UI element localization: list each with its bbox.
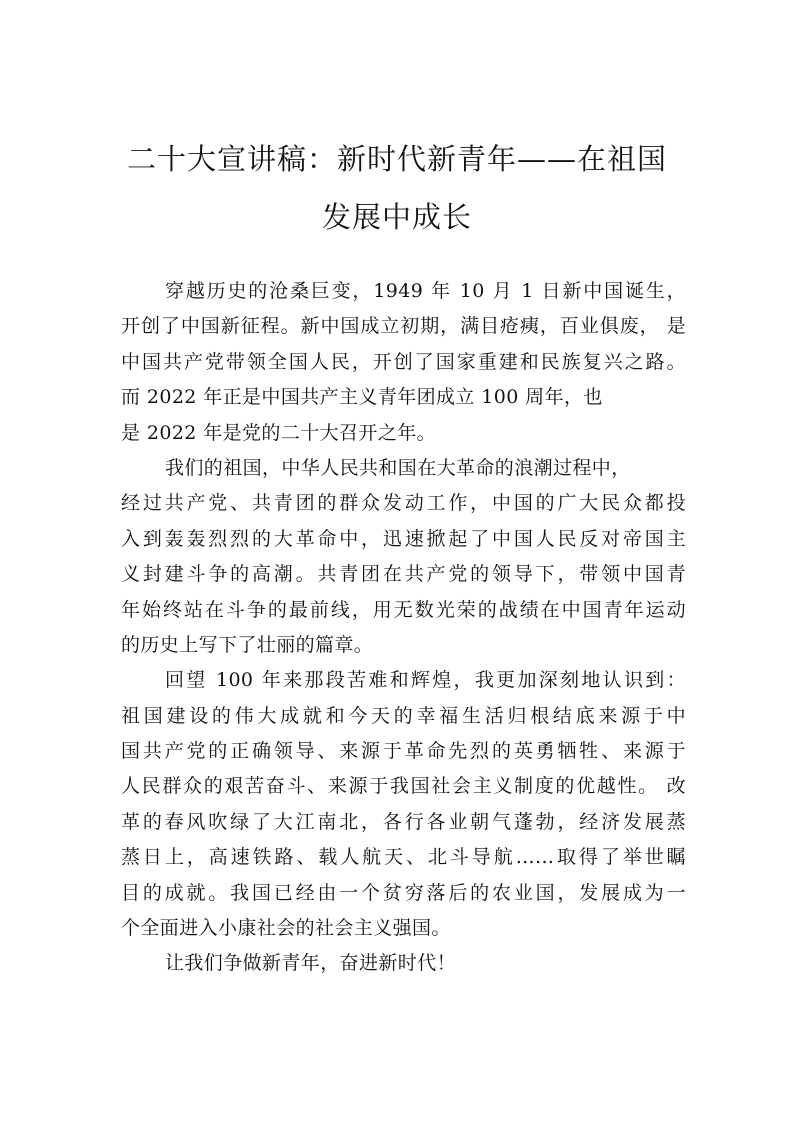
- paragraph: [121, 274, 686, 451]
- text-line: 人民群众的艰苦奋斗、来源于我国社会主义制度的优越性。 改: [121, 775, 686, 798]
- text-line: 蒸日上，高速铁路、载人航天、北斗导航……取得了举世瞩: [121, 846, 686, 869]
- text-line: 开创了中国新征程。新中国成立初期，满目疮痍，百业俱废， 是: [121, 315, 686, 338]
- text-line: 国共产党的正确领导、来源于革命先烈的英勇牺牲、来源于: [121, 740, 686, 763]
- text-line: 回望 100 年来那段苦难和辉煌，我更加深刻地认识到：: [165, 669, 686, 692]
- paragraph: [121, 451, 686, 663]
- text-line: 而 2022 年正是中国共产主义青年团成立 100 周年，也: [121, 386, 603, 409]
- text-line: 祖国建设的伟大成就和今天的幸福生活归根结底来源于中: [121, 704, 686, 727]
- document-body: [121, 274, 686, 982]
- text-line: 是 2022 年是党的二十大召开之年。: [121, 421, 437, 444]
- text-line: 目的成就。我国已经由一个贫穷落后的农业国，发展成为一: [121, 881, 686, 904]
- text-line: 中国共产党带领全国人民，开创了国家重建和民族复兴之路。: [121, 350, 686, 373]
- text-line: 革的春风吹绿了大江南北，各行各业朝气蓬勃，经济发展蒸: [121, 810, 686, 833]
- text-line: 年始终站在斗争的最前线，用无数光荣的战绩在中国青年运动: [121, 598, 686, 621]
- text-line: 义封建斗争的高潮。共青团在共产党的领导下，带领中国青: [121, 563, 686, 586]
- text-line: 个全面进入小康社会的社会主义强国。: [121, 917, 451, 940]
- paragraph: [121, 663, 686, 946]
- title-line: 二十大宣讲稿：新时代新青年——在祖国: [126, 142, 667, 176]
- text-line: 我们的祖国，中华人民共和国在大革命的浪潮过程中，: [165, 456, 631, 479]
- document-title: [100, 130, 694, 246]
- title-line: 发展中成长: [321, 200, 472, 234]
- text-line: 的历史上写下了壮丽的篇章。: [121, 633, 374, 656]
- text-line: 穿越历史的沧桑巨变，1949 年 10 月 1 日新中国诞生，: [165, 280, 686, 302]
- paragraph: [121, 946, 686, 981]
- text-line: 入到轰轰烈烈的大革命中，迅速掀起了中国人民反对帝国主: [121, 527, 686, 550]
- text-line: 让我们争做新青年，奋进新时代！: [165, 952, 457, 975]
- text-line: 经过共产党、共青团的群众发动工作，中国的广大民众都投: [121, 492, 686, 515]
